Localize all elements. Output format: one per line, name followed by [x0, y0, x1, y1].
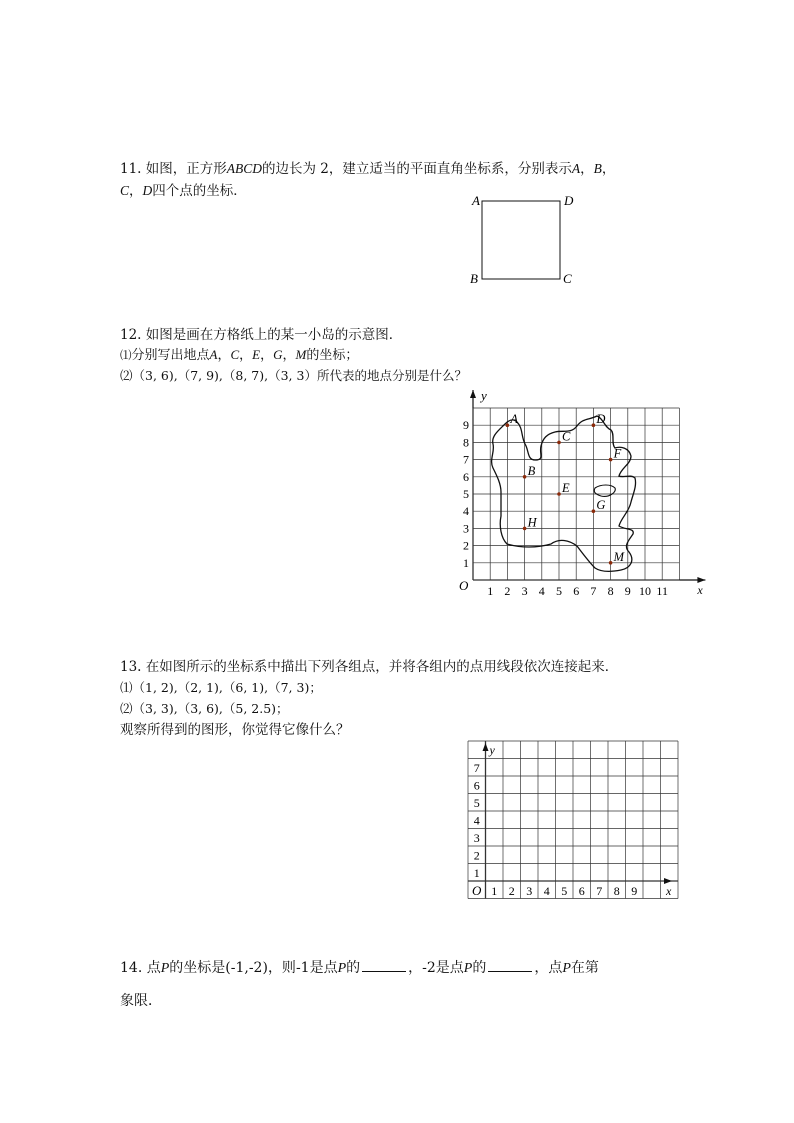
- y-tick-label: 5: [473, 796, 480, 810]
- x-tick-label: 2: [508, 884, 515, 898]
- y-tick-label: 9: [463, 418, 469, 433]
- square-abcd: [482, 201, 560, 279]
- q12-part2: ⑵（3, 6),（7, 9),（8, 7),（3, 3）所代表的地点分别是什么？: [120, 368, 467, 383]
- q12-p1-g: G: [273, 347, 283, 362]
- point-label-b: B: [527, 463, 536, 478]
- point-b: [523, 475, 527, 479]
- x-tick-label: 3: [526, 884, 533, 898]
- q12-sep: ，: [217, 348, 231, 363]
- x-axis-label: x: [697, 583, 703, 597]
- q13-part3: 观察所得到的图形，你觉得它像什么？: [120, 722, 350, 738]
- q14-mid1: 的坐标是: [169, 960, 226, 976]
- y-tick-label: 7: [463, 452, 469, 467]
- q11-b: B: [593, 161, 602, 176]
- x-tick-label: 9: [624, 584, 631, 598]
- x-tick-label: 1: [491, 884, 498, 898]
- x-tick-label: 10: [639, 584, 651, 598]
- point-label-m: M: [613, 549, 625, 564]
- q13-part2: ⑵（3, 3),（3, 6),（5, 2.5)；: [120, 701, 289, 716]
- y-tick-label: 1: [473, 866, 480, 880]
- point-label-g: G: [596, 498, 606, 513]
- point-a: [506, 423, 510, 427]
- point-g: [592, 509, 596, 513]
- y-tick-label: 8: [463, 435, 469, 450]
- q13-coordinate-grid: [462, 735, 682, 905]
- q14-pre: 14. 点: [120, 960, 161, 976]
- y-tick-label: 4: [463, 504, 469, 519]
- x-tick-label: 7: [596, 884, 603, 898]
- y-axis-arrow-icon: [483, 743, 489, 751]
- x-tick-label: 8: [607, 584, 614, 598]
- y-tick-label: 1: [463, 555, 469, 570]
- q12-p1-pre: 分别写出地点: [131, 348, 210, 363]
- q11-c: C: [120, 183, 130, 198]
- q12-island-graph: [455, 388, 715, 600]
- point-label-c: C: [562, 429, 571, 444]
- x-tick-label: 6: [578, 884, 585, 898]
- x-tick-label: 6: [573, 584, 580, 598]
- q14-p: P: [463, 961, 473, 976]
- q14-mid3: 是点: [435, 960, 464, 976]
- point-f: [609, 458, 613, 462]
- point-label-d: D: [596, 412, 606, 427]
- x-tick-label: 4: [538, 584, 545, 598]
- origin-label: O: [472, 883, 482, 898]
- q14-coord: (-1,-2): [225, 960, 268, 976]
- x-tick-label: 2: [504, 584, 511, 598]
- point-label-e: E: [562, 481, 570, 495]
- x-tick-label: 11: [656, 584, 668, 598]
- q11-line1: [120, 160, 615, 178]
- origin-label: O: [459, 578, 469, 593]
- q14-p: P: [337, 961, 347, 976]
- x-axis-label: x: [666, 884, 672, 898]
- label-c: C: [563, 271, 572, 286]
- q14-line2: 象限．: [120, 993, 162, 1009]
- q14-n1: -1: [295, 960, 310, 976]
- y-tick-label: 5: [463, 487, 469, 501]
- y-tick-label: 6: [473, 778, 480, 793]
- q11-sep: ，: [580, 161, 594, 177]
- x-tick-label: 7: [590, 584, 597, 598]
- point-label-h: H: [527, 515, 537, 530]
- x-tick-label: 4: [543, 884, 550, 898]
- q14-n2: -2: [422, 960, 436, 976]
- point-e: [557, 492, 561, 496]
- q14-blank-1[interactable]: [362, 958, 406, 972]
- q14-mid4: 的: [346, 960, 361, 976]
- q11-text3: 四个点的坐标．: [152, 183, 247, 199]
- q11-sep: ，: [601, 161, 616, 177]
- x-tick-label: 3: [521, 584, 528, 598]
- point-label-a: A: [510, 412, 519, 427]
- y-tick-label: 2: [473, 848, 480, 863]
- q11-text: 11. 如图，正方形: [120, 161, 227, 177]
- q14-mid2: ，则: [267, 960, 296, 976]
- q11-abcd: ABCD: [226, 161, 263, 176]
- y-tick-label: 3: [463, 521, 469, 536]
- q12-p1-num: ⑴: [120, 348, 132, 362]
- q12-part1: [120, 346, 358, 365]
- x-tick-label: 9: [631, 884, 638, 898]
- x-tick-label: 8: [613, 884, 620, 898]
- y-axis-arrow-icon: [470, 390, 476, 398]
- q12-sep: ，: [260, 348, 274, 363]
- q14-p: P: [562, 961, 571, 976]
- point-c: [557, 441, 561, 445]
- q14-p: P: [160, 961, 170, 976]
- q14-blank-2[interactable]: [488, 958, 532, 972]
- island-inner-loop: [594, 485, 615, 496]
- y-tick-label: 2: [463, 538, 469, 553]
- y-axis-label: y: [481, 388, 487, 403]
- q13-part1: ⑴（1, 2),（2, 1),（6, 1),（7, 3)；: [120, 680, 322, 695]
- q11-a: A: [571, 161, 581, 176]
- q14-mid6: ，点: [534, 960, 563, 976]
- q13-title: 13. 在如图所示的坐标系中描出下列各组点，并将各组内的点用线段依次连接起来．: [120, 659, 619, 675]
- q14-mid4: 的: [472, 960, 487, 976]
- q12-sep: ，: [282, 348, 296, 363]
- q14-line1: [120, 958, 599, 979]
- q12-sep: ，: [239, 348, 253, 363]
- q12-p1-a: A: [209, 347, 218, 362]
- point-d: [592, 423, 596, 427]
- label-b: B: [470, 271, 478, 286]
- q11-line2: [120, 182, 247, 200]
- point-h: [523, 527, 527, 531]
- q14-end: 在第: [570, 960, 599, 976]
- y-axis-label: y: [489, 743, 495, 757]
- q12-p1-post: 的坐标；: [306, 348, 359, 363]
- y-tick-label: 3: [473, 831, 480, 845]
- q12-p1-c: C: [230, 347, 240, 362]
- y-tick-label: 4: [473, 813, 480, 828]
- x-tick-label: 5: [556, 584, 562, 598]
- q11-text2: 的边长为 2，建立适当的平面直角坐标系，分别表示: [262, 161, 572, 177]
- point-m: [609, 561, 613, 565]
- label-d: D: [564, 193, 574, 208]
- q12-p1-m: M: [295, 347, 307, 362]
- y-tick-label: 6: [463, 469, 469, 484]
- q11-square-figure: [466, 190, 586, 290]
- label-a: A: [472, 193, 480, 208]
- q14-mid3: 是点: [309, 960, 338, 976]
- x-tick-label: 5: [561, 884, 568, 898]
- q12-p1-e: E: [252, 347, 261, 362]
- q11-d: D: [142, 183, 153, 198]
- point-label-f: F: [613, 446, 622, 461]
- q14-mid5: ，: [408, 960, 423, 976]
- y-tick-label: 7: [473, 761, 480, 775]
- q11-sep: ，: [129, 183, 143, 199]
- q12-title: 12. 如图是画在方格纸上的某一小岛的示意图．: [120, 327, 403, 343]
- x-tick-label: 1: [487, 584, 494, 598]
